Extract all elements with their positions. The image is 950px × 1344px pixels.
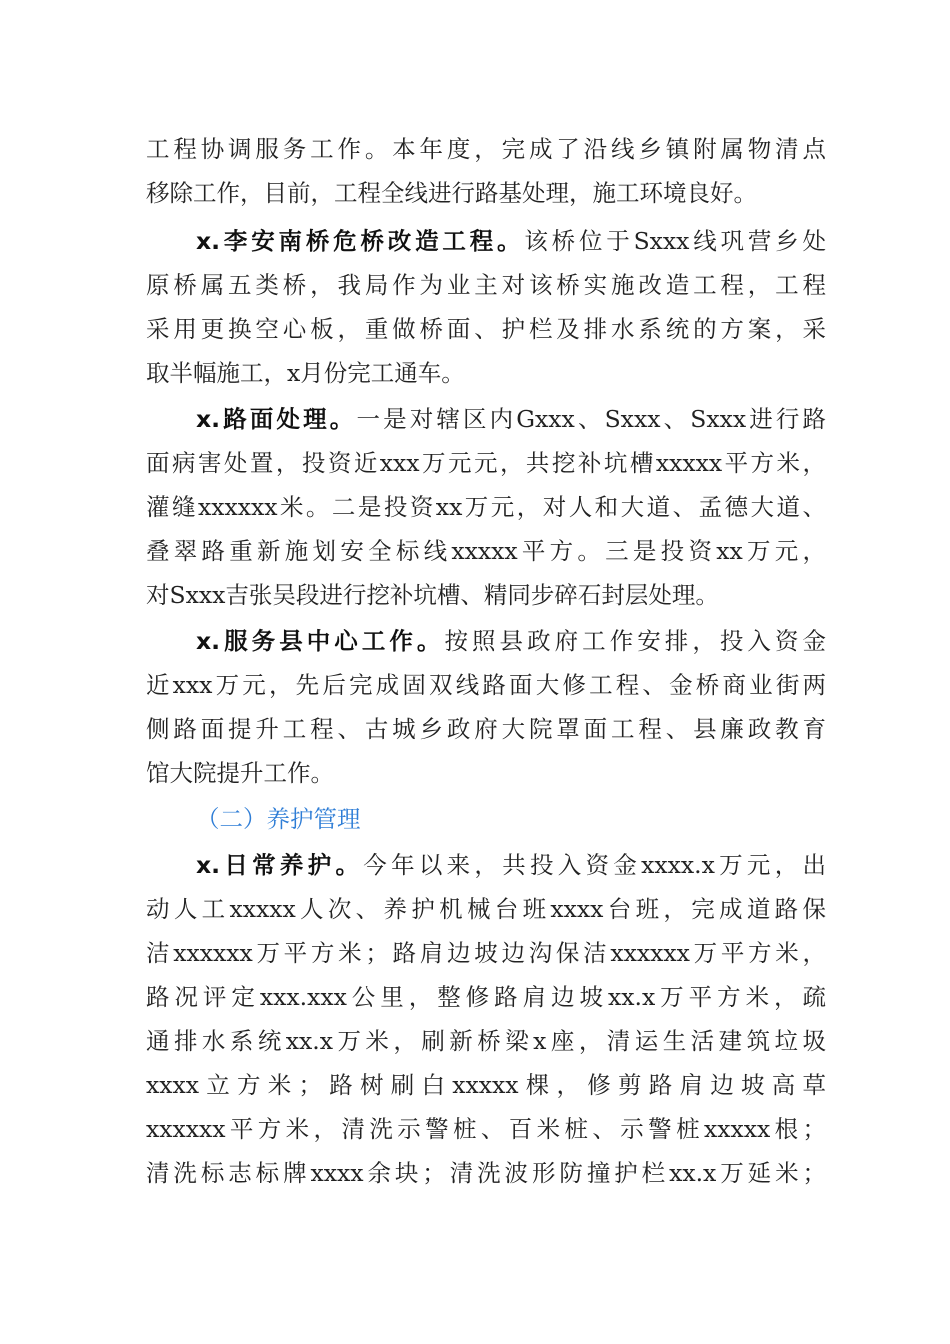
section-subheading: （二）养护管理 — [196, 805, 361, 833]
paragraph-line: xxxx立方米；路树刷白xxxxx棵，修剪路肩边坡高草 — [146, 1071, 826, 1099]
paragraph-line: 动人工xxxxx人次、养护机械台班xxxx台班，完成道路保 — [146, 895, 826, 923]
item-heading-service: x.服务县中心工作。 — [196, 627, 445, 655]
paragraph-line: 馆大院提升工作。 — [146, 759, 334, 787]
paragraph-text: 一是对辖区内Gxxx、Sxxx、Sxxx进行路 — [356, 405, 827, 433]
paragraph-line: 侧路面提升工程、古城乡政府大院罩面工程、县廉政教育 — [146, 715, 826, 743]
paragraph-line: xxxxxx平方米，清洗示警桩、百米桩、示警桩xxxxx根； — [146, 1115, 826, 1143]
paragraph-line — [196, 397, 826, 441]
paragraph-line: 近xxx万元，先后完成固双线路面大修工程、金桥商业街两 — [146, 671, 826, 699]
paragraph-line: 对Sxxx吉张吴段进行挖补坑槽、精同步碎石封层处理。 — [146, 581, 719, 609]
item-heading-pavement: x.路面处理。 — [196, 405, 357, 433]
paragraph-text: 该桥位于Sxxx线巩营乡处 — [524, 227, 826, 255]
paragraph-line: 面病害处置，投资近xxx万元元，共挖补坑槽xxxxx平方米， — [146, 449, 826, 477]
paragraph-line: 通排水系统xx.x万米，刷新桥梁x座，清运生活建筑垃圾 — [146, 1027, 826, 1055]
paragraph-line — [196, 843, 826, 887]
paragraph-line — [196, 619, 826, 663]
paragraph-line: 叠翠路重新施划安全标线xxxxx平方。三是投资xx万元， — [146, 537, 826, 565]
paragraph-line: 取半幅施工，x月份完工通车。 — [146, 359, 465, 387]
paragraph-line — [196, 219, 826, 263]
paragraph-line: 原桥属五类桥，我局作为业主对该桥实施改造工程，工程 — [146, 271, 826, 299]
item-heading-daily: x.日常养护。 — [196, 851, 364, 879]
paragraph-line: 洁xxxxxx万平方米；路肩边坡边沟保洁xxxxxx万平方米， — [146, 939, 826, 967]
paragraph-line: 采用更换空心板，重做桥面、护栏及排水系统的方案，采 — [146, 315, 826, 343]
paragraph-text: 按照县政府工作安排，投入资金 — [444, 627, 827, 655]
paragraph-line: 灌缝xxxxxx米。二是投资xx万元，对人和大道、孟德大道、 — [146, 493, 826, 521]
item-heading-bridge: x.李安南桥危桥改造工程。 — [196, 227, 525, 255]
paragraph-line: 移除工作，目前，工程全线进行路基处理，施工环境良好。 — [146, 179, 757, 207]
paragraph-line: 清洗标志标牌xxxx余块；清洗波形防撞护栏xx.x万延米； — [146, 1159, 826, 1187]
paragraph-line: 工程协调服务工作。本年度，完成了沿线乡镇附属物清点 — [146, 135, 826, 163]
paragraph-line: 路况评定xxx.xxx公里，整修路肩边坡xx.x万平方米，疏 — [146, 983, 826, 1011]
paragraph-text: 今年以来，共投入资金xxxx.x万元，出 — [363, 851, 826, 879]
